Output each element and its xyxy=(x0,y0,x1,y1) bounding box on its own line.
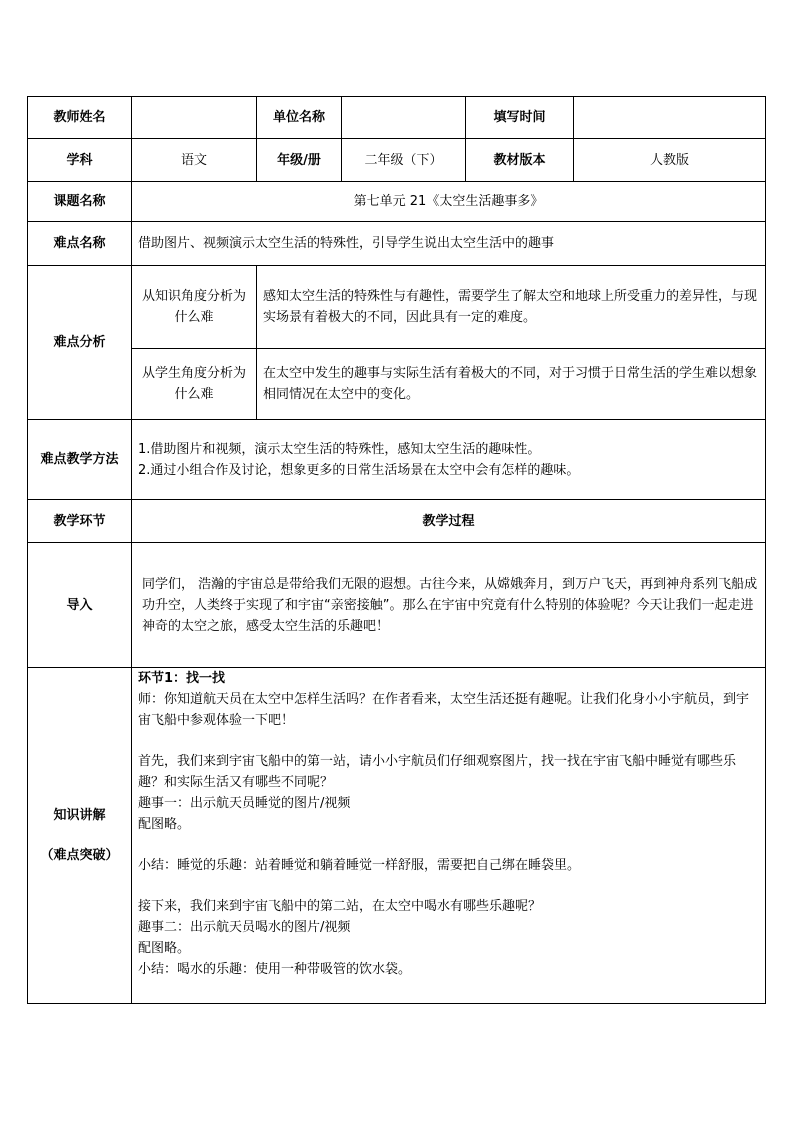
row-difficulty-name xyxy=(28,222,766,266)
intro-paragraph: 同学们， 浩瀚的宇宙总是带给我们无限的遐想。古往今来，从嫦娥奔月，到万户飞天，再到神舟系列飞船成功升空，人类终于实现了和宇宙“亲密接触”。那么在宇宙中究竟有什么特别的体验呢？今天让我们一起走进神奇的太空之旅，感受太空生活的乐趣吧！ xyxy=(142,576,758,634)
method-text xyxy=(132,420,766,500)
intro-label: 导入 xyxy=(28,543,132,668)
spacer xyxy=(138,835,759,855)
row-student-analysis xyxy=(28,349,766,420)
student-angle-label: 从学生角度分析为什么难 xyxy=(132,349,257,420)
method-item-2: 2.通过小组合作及讨论，想象更多的日常生活场景在太空中会有怎样的趣味。 xyxy=(138,462,580,478)
knowledge-content xyxy=(132,668,766,1004)
topic-value: 第七单元 21《太空生活趣事多》 xyxy=(132,182,766,222)
spacer xyxy=(138,876,759,896)
segment-title: 环节1：找一找 xyxy=(138,671,226,686)
edition-value: 人教版 xyxy=(574,139,766,182)
subject-label: 学科 xyxy=(28,139,132,182)
teacher-value xyxy=(132,97,257,139)
student-angle-text: 在太空中发生的趣事与实际生活有着极大的不同，对于习惯于日常生活的学生难以想象相同情况在太空中的变化。 xyxy=(257,349,766,420)
image-omitted-2: 配图略。 xyxy=(138,941,191,956)
date-value xyxy=(574,97,766,139)
image-omitted-1: 配图略。 xyxy=(138,817,191,832)
knowledge-label: 知识讲解 xyxy=(53,807,106,823)
row-subject xyxy=(28,139,766,182)
subject-value: 语文 xyxy=(132,139,257,182)
teacher-label: 教师姓名 xyxy=(28,97,132,139)
teacher-intro-line: 师：你知道航天员在太空中怎样生活吗？在作者看来，太空生活还挺有趣呢。让我们化身小小宇航员，到宇宙飞船中参观体验一下吧！ xyxy=(138,692,750,728)
date-label: 填写时间 xyxy=(466,97,574,139)
row-teacher xyxy=(28,97,766,139)
process-label: 教学过程 xyxy=(132,500,766,543)
edition-label: 教材版本 xyxy=(466,139,574,182)
grade-value: 二年级（下） xyxy=(342,139,466,182)
knowledge-label-cell xyxy=(28,668,132,1004)
fun-fact-1: 趣事一：出示航天员睡觉的图片/视频 xyxy=(138,796,351,811)
difficulty-name-value: 借助图片、视频演示太空生活的特殊性，引导学生说出太空生活中的趣事 xyxy=(132,222,766,266)
stage-label: 教学环节 xyxy=(28,500,132,543)
first-stop-line: 首先，我们来到宇宙飞船中的第一站，请小小宇航员们仔细观察图片，找一找在宇宙飞船中睡觉有哪些乐趣？和实际生活又有哪些不同呢？ xyxy=(138,754,737,790)
fun-fact-2: 趣事二：出示航天员喝水的图片/视频 xyxy=(138,920,351,935)
lesson-plan-table xyxy=(27,96,766,1004)
spacer xyxy=(138,731,759,751)
knowledge-angle-text: 感知太空生活的特殊性与有趣性，需要学生了解太空和地球上所受重力的差异性，与现实场景有着极大的不同，因此具有一定的难度。 xyxy=(257,266,766,349)
row-method xyxy=(28,420,766,500)
summary-2: 小结：喝水的乐趣：使用一种带吸管的饮水袋。 xyxy=(138,962,412,977)
unit-value xyxy=(342,97,466,139)
knowledge-angle-label: 从知识角度分析为什么难 xyxy=(132,266,257,349)
method-item-1: 1.借助图片和视频，演示太空生活的特殊性，感知太空生活的趣味性。 xyxy=(138,441,541,457)
row-knowledge-analysis xyxy=(28,266,766,349)
method-label: 难点教学方法 xyxy=(28,420,132,500)
row-topic xyxy=(28,182,766,222)
knowledge-sub-label: （难点突破） xyxy=(40,847,119,863)
row-stage-header xyxy=(28,500,766,543)
intro-text xyxy=(132,543,766,668)
difficulty-analysis-label: 难点分析 xyxy=(28,266,132,420)
difficulty-name-label: 难点名称 xyxy=(28,222,132,266)
topic-label: 课题名称 xyxy=(28,182,132,222)
second-stop-line: 接下来，我们来到宇宙飞船中的第二站，在太空中喝水有哪些乐趣呢？ xyxy=(138,899,542,914)
grade-label: 年级/册 xyxy=(257,139,342,182)
row-intro xyxy=(28,543,766,668)
row-knowledge xyxy=(28,668,766,1004)
summary-1: 小结：睡觉的乐趣：站着睡觉和躺着睡觉一样舒服，需要把自己绑在睡袋里。 xyxy=(138,858,581,873)
lesson-plan-page xyxy=(27,96,765,1004)
unit-label: 单位名称 xyxy=(257,97,342,139)
